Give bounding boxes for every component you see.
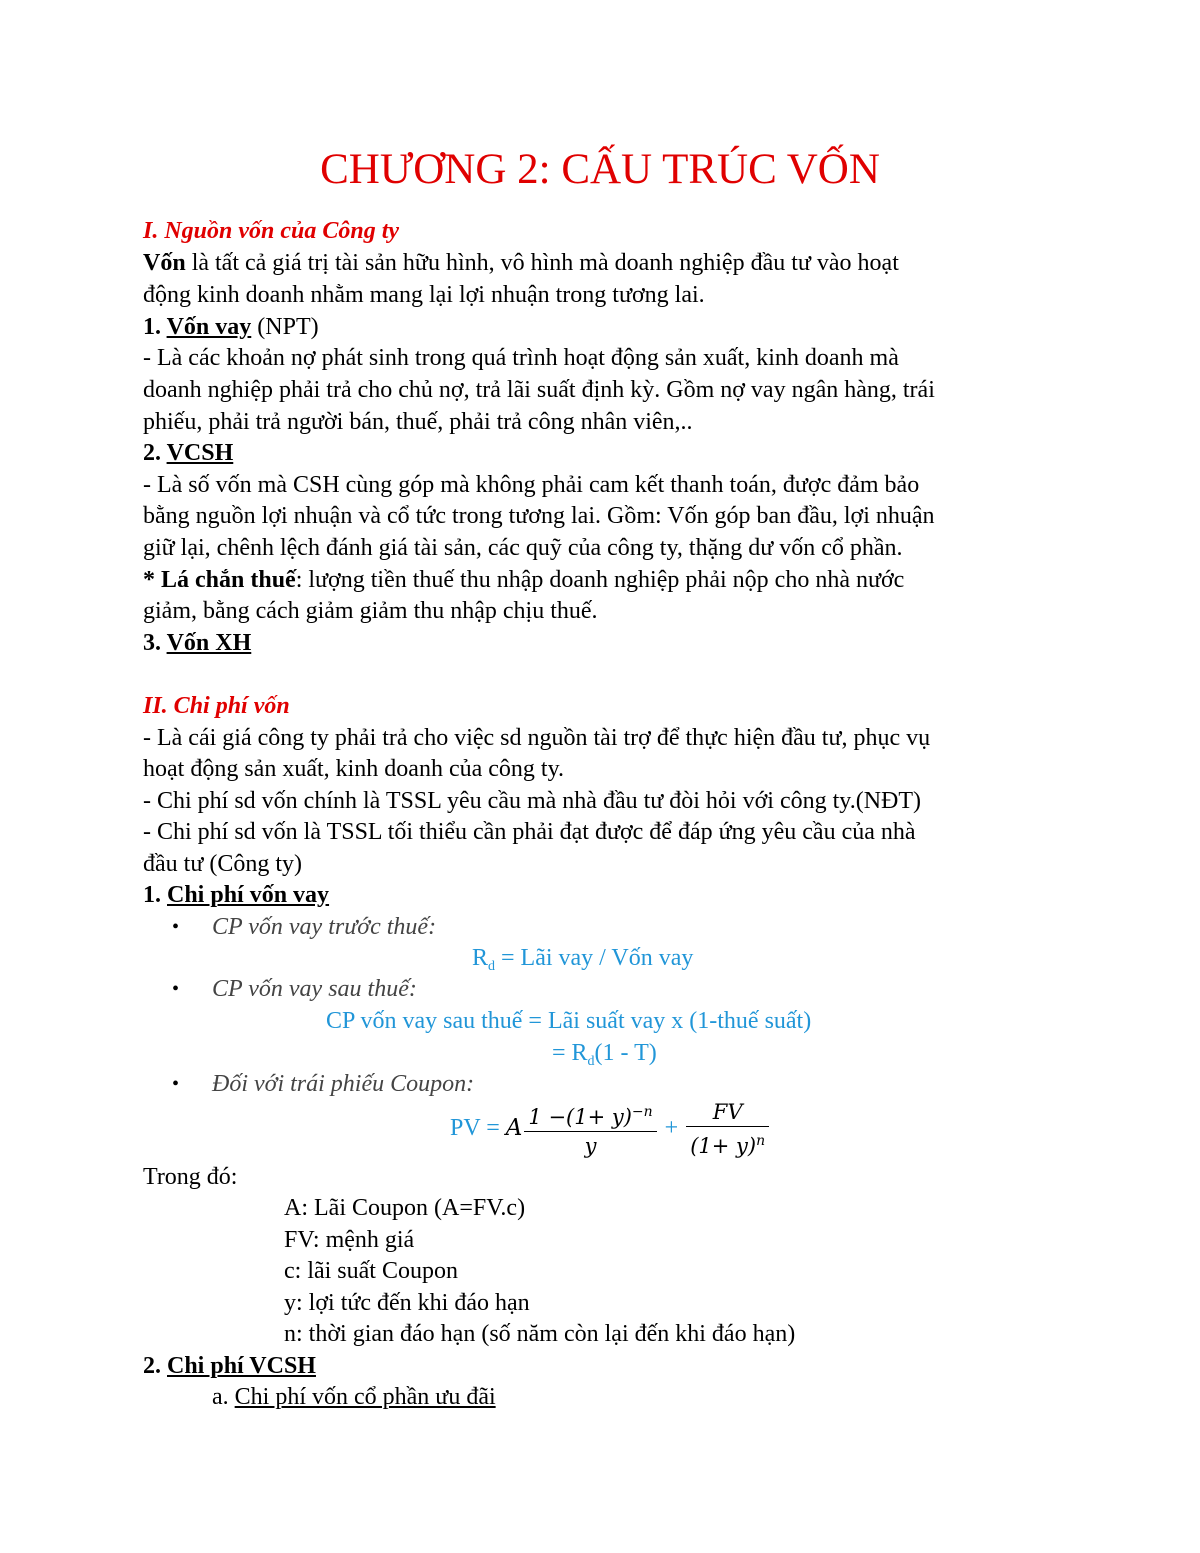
formula-r-subscript: d <box>488 959 496 974</box>
definition-text-1: là tất cả giá trị tài sản hữu hình, vô hình mà doanh nghiệp đầu tư vào hoạt <box>185 250 899 276</box>
where-item: c: lãi suất Coupon <box>284 1258 458 1284</box>
subsection-1-number: 1. <box>143 882 167 908</box>
where-item: y: lợi tức đến khi đáo hạn <box>284 1290 530 1316</box>
section-2-line-1: - Là cái giá công ty phải trả cho việc sd nguồn tài trợ để thực hiện đầu tư, phục vụ <box>143 725 931 751</box>
pv-annuity-numerator-text: 1 −(1+ y) <box>528 1105 632 1130</box>
pv-face-denominator <box>686 1127 769 1160</box>
item-2-heading <box>143 438 233 469</box>
bullet-dot-icon: • <box>172 1073 180 1095</box>
subsection-2a-title: Chi phí vốn cổ phần ưu đãi <box>234 1384 496 1410</box>
pv-annuity-exponent: −n <box>631 1104 653 1121</box>
subsection-1-title: Chi phí vốn vay <box>167 882 330 908</box>
item-2-line-2: bằng nguồn lợi nhuận và cổ tức trong tương lai. Gồm: Vốn góp ban đầu, lợi nhuận <box>143 503 935 529</box>
tax-shield-text: : lượng tiền thuế thu nhập doanh nghiệp phải nộp cho nhà nước <box>295 567 905 593</box>
subsection-2-title: Chi phí VCSH <box>167 1353 316 1379</box>
section-1-heading: I. Nguồn vốn của Công ty <box>143 218 400 244</box>
formula-short-post: (1 - T) <box>594 1040 657 1066</box>
bullet-dot-icon: • <box>172 978 180 1000</box>
pv-annuity-numerator <box>524 1098 656 1132</box>
item-3-number: 3. <box>143 630 167 656</box>
where-label: Trong đó: <box>143 1164 238 1190</box>
formula-short-subscript: d <box>587 1054 595 1069</box>
item-1-line-2: doanh nghiệp phải trả cho chủ nợ, trả lãi suất định kỳ. Gồm nợ vay ngân hàng, trái <box>143 377 935 403</box>
item-1-heading <box>143 312 319 343</box>
subsection-2-number: 2. <box>143 1353 167 1379</box>
section-2-line-3: - Chi phí sd vốn chính là TSSL yêu cầu mà nhà đầu tư đòi hỏi với công ty.(NĐT) <box>143 788 922 814</box>
page-title: CHƯƠNG 2: CẤU TRÚC VỐN <box>320 146 880 193</box>
item-2-line-3: giữ lại, chênh lệch đánh giá tài sản, các quỹ của công ty, thặng dư vốn cổ phần. <box>143 535 903 561</box>
formula-r: R <box>472 945 489 971</box>
definition-line-2: động kinh doanh nhằm mang lại lợi nhuận trong tương lai. <box>143 282 705 308</box>
formula-pv <box>450 1098 771 1160</box>
item-2-number: 2. <box>143 440 167 466</box>
item-1-number: 1. <box>143 314 167 340</box>
pv-face-numerator: FV <box>686 1098 769 1127</box>
section-2-line-4: - Chi phí sd vốn là TSSL tối thiểu cần phải đạt được để đáp ứng yêu cầu của nhà <box>143 819 916 845</box>
item-1-line-3: phiếu, phải trả người bán, thuế, phải trả công nhân viên,.. <box>143 409 693 435</box>
pv-label: PV = <box>450 1115 506 1141</box>
pv-fraction-annuity <box>524 1098 656 1160</box>
where-item: FV: mệnh giá <box>284 1227 415 1253</box>
item-1-title: Vốn vay <box>166 314 252 340</box>
tax-shield-line-1 <box>143 565 904 596</box>
pv-coefficient: A <box>505 1115 523 1141</box>
definition-line-1 <box>143 248 899 279</box>
subsection-2a-heading <box>212 1382 496 1413</box>
section-2-heading: II. Chi phí vốn <box>143 693 290 719</box>
pv-annuity-denominator: y <box>584 1134 597 1159</box>
pv-fraction-face <box>686 1098 769 1160</box>
tax-shield-term: * Lá chắn thuế <box>143 567 296 593</box>
where-item: n: thời gian đáo hạn (số năm còn lại đến khi đáo hạn) <box>284 1321 796 1347</box>
formula-pre-tax <box>472 943 693 982</box>
definition-term: Vốn <box>143 250 186 276</box>
item-3-heading <box>143 628 251 659</box>
subsection-1-heading <box>143 880 329 911</box>
bullet-dot-icon: • <box>172 916 180 938</box>
where-item: A: Lãi Coupon (A=FV.c) <box>284 1195 526 1221</box>
pv-face-denominator-text: (1+ y) <box>690 1134 757 1159</box>
item-1-suffix: (NPT) <box>251 314 319 340</box>
formula-pre-tax-rest: = Lãi vay / Vốn vay <box>495 945 694 971</box>
formula-after-tax-short <box>552 1038 657 1077</box>
bullet-pre-tax: CP vốn vay trước thuế: <box>212 914 437 940</box>
item-2-line-1: - Là số vốn mà CSH cùng góp mà không phải cam kết thanh toán, được đảm bảo <box>143 472 920 498</box>
tax-shield-line-2: giảm, bằng cách giảm giảm thu nhập chịu thuế. <box>143 598 598 624</box>
pv-face-exponent: n <box>756 1133 766 1150</box>
section-2-line-5: đầu tư (Công ty) <box>143 851 302 877</box>
bullet-after-tax: CP vốn vay sau thuế: <box>212 976 417 1002</box>
bullet-coupon-bond: Đối với trái phiếu Coupon: <box>212 1071 475 1097</box>
section-2-line-2: hoạt động sản xuất, kinh doanh của công ty. <box>143 756 565 782</box>
item-1-line-1: - Là các khoản nợ phát sinh trong quá trình hoạt động sản xuất, kinh doanh mà <box>143 345 899 371</box>
formula-after-tax: CP vốn vay sau thuế = Lãi suất vay x (1-thuế suất) <box>326 1008 812 1034</box>
item-3-title: Vốn XH <box>166 630 252 656</box>
item-2-title: VCSH <box>166 440 234 466</box>
subsection-2a-number: a. <box>212 1384 235 1410</box>
formula-short-pre: = R <box>552 1040 588 1066</box>
subsection-2-heading <box>143 1351 316 1382</box>
pv-plus-sign: + <box>664 1115 679 1141</box>
